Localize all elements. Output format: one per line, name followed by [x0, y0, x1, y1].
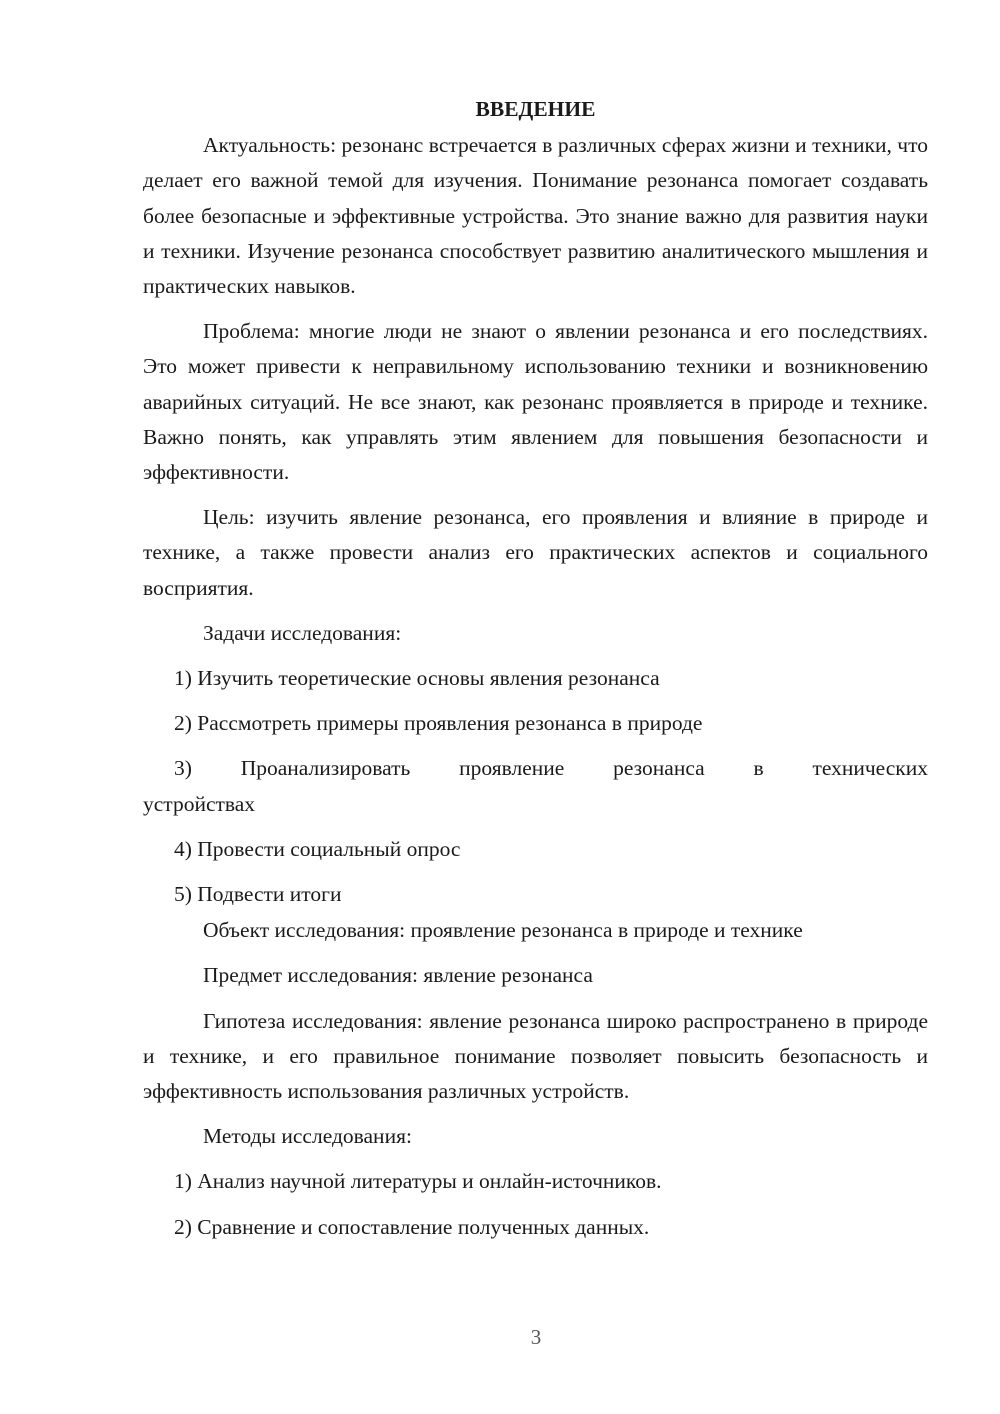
paragraph-goal: Цель: изучить явление резонанса, его проявления и влияние в природе и технике, а также провести анализ его практических аспектов и социального восприятия.	[143, 505, 928, 600]
paragraph-object: Объект исследования: проявление резонанса в природе и технике	[203, 918, 803, 943]
task-item-1: 1) Изучить теоретические основы явления резонанса	[174, 666, 660, 691]
tasks-heading: Задачи исследования:	[203, 620, 402, 645]
task-item-2: 2) Рассмотреть примеры проявления резонанса в природе	[174, 711, 703, 736]
method-item-1: 1) Анализ научной литературы и онлайн-источников.	[174, 1169, 662, 1194]
paragraph-hypothesis: Гипотеза исследования: явление резонанса широко распространено в природе и технике, и его правильное понимание позволяет повысить безопасность и эффективность использования различных устройств.	[143, 1008, 928, 1104]
paragraph-problem: Проблема: многие люди не знают о явлении резонанса и его последствиях. Это может привести к неправильному использованию техники и возникновению аварийных ситуаций. Не все знают, как резонанс проявляется в природе и технике. Важно понять, как управлять этим явлением для повышения безопасности и эффективности.	[143, 319, 928, 485]
task-item-4: 4) Провести социальный опрос	[174, 836, 461, 861]
task-item-3-line-1: 3) Проанализировать проявление резонанса в технических	[174, 756, 928, 781]
methods-heading: Методы исследования:	[203, 1124, 412, 1149]
task-item-5: 5) Подвести итоги	[174, 882, 342, 907]
task-item-3-line-2: устройствах	[143, 791, 256, 816]
paragraph-subject: Предмет исследования: явление резонанса	[203, 963, 593, 988]
method-item-2: 2) Сравнение и сопоставление полученных данных.	[174, 1214, 650, 1239]
task-item-3	[143, 751, 928, 821]
document-page	[143, 92, 928, 1255]
paragraph-relevance: Актуальность: резонанс встречается в различных сферах жизни и техники, что делает его важной темой для изучения. Понимание резонанса помогает создавать более безопасные и эффективные устройства. Это знание важно для развития науки и техники. Изучение резонанса способствует развитию аналитического мышления и практических навыков.	[143, 133, 928, 299]
page-number: 3	[530, 1325, 542, 1349]
section-title: ВВЕДЕНИЕ	[475, 97, 596, 121]
